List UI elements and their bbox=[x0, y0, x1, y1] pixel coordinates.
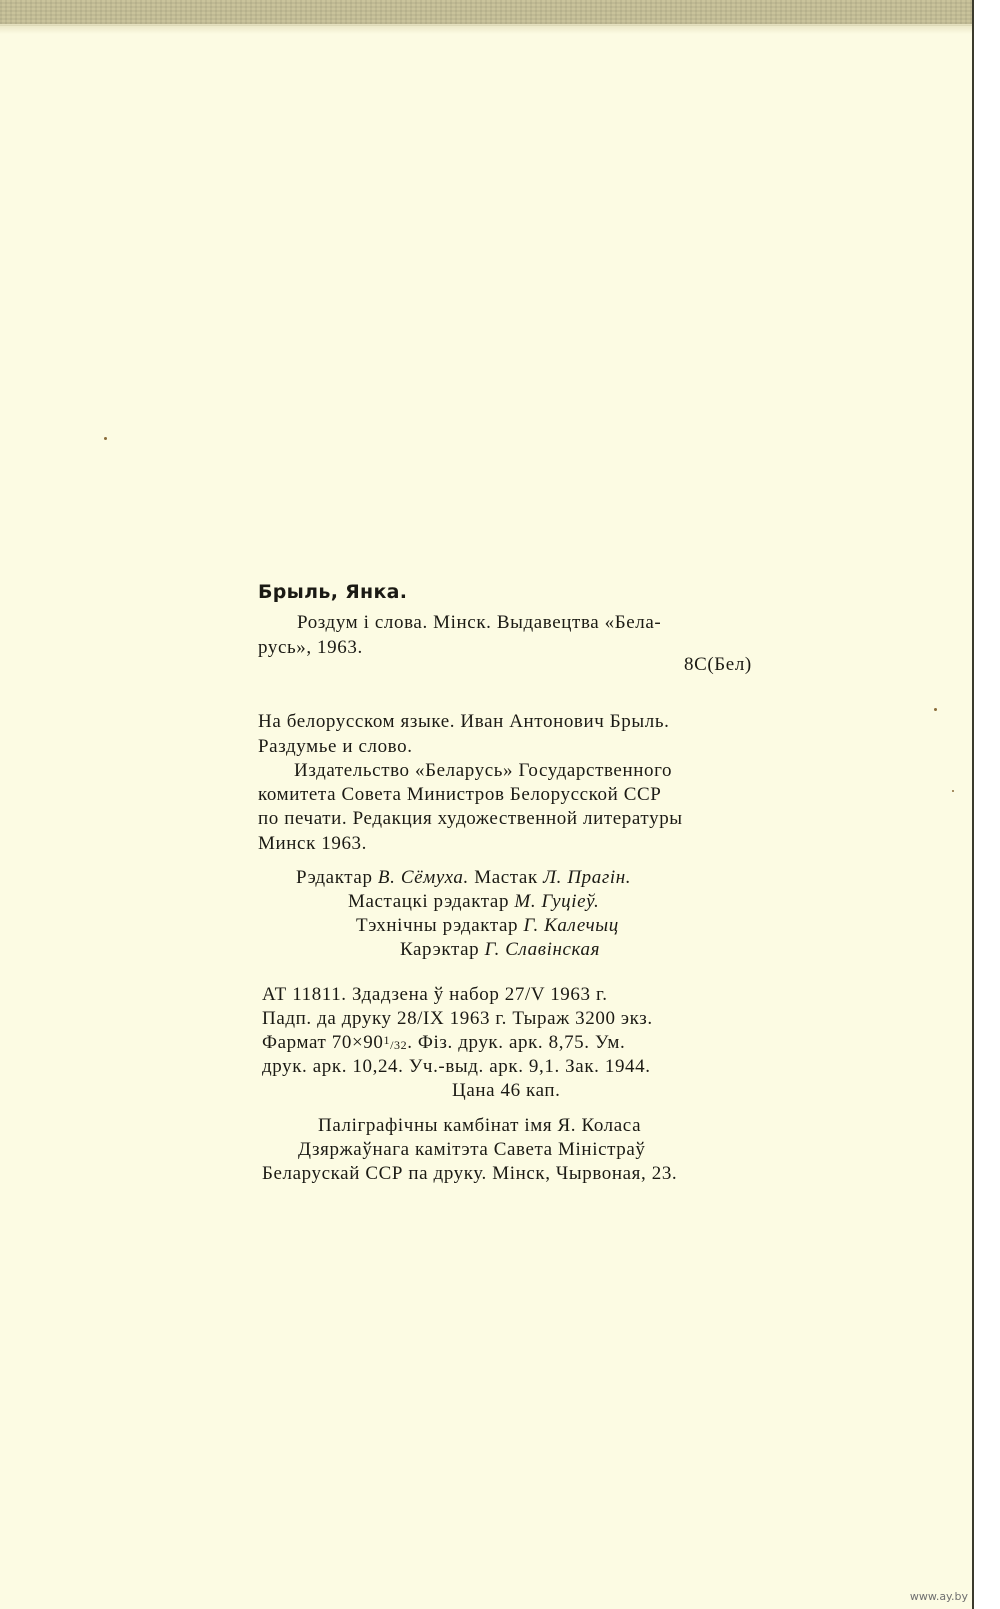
credit-person: Л. Прагін. bbox=[543, 867, 632, 888]
credit-label: Мастацкі рэдактар bbox=[348, 891, 510, 912]
scan-margin bbox=[974, 0, 1000, 1609]
printer-line: Паліграфічны камбінат імя Я. Коласа bbox=[318, 1115, 642, 1136]
printer-line: Беларускай ССР па друку. Мінск, Чырвоная, 23. bbox=[262, 1163, 678, 1184]
edge-shadow bbox=[0, 24, 1000, 34]
price: Цана 46 кап. bbox=[452, 1080, 561, 1101]
format-text: . Фіз. друк. арк. 8,75. Ум. bbox=[407, 1032, 626, 1053]
russian-note-line: Раздумье и слово. bbox=[258, 736, 413, 757]
cover-cloth-edge bbox=[0, 0, 1000, 26]
author-name: Брыль, Янка. bbox=[258, 581, 408, 603]
credit-label: Мастак bbox=[474, 867, 538, 888]
format-fraction-numerator: 1 bbox=[383, 1033, 391, 1047]
russian-note-line: по печати. Редакция художественной литературы bbox=[258, 808, 683, 829]
book-title-line: русь», 1963. bbox=[258, 637, 363, 658]
classification-code: 8С(Бел) bbox=[684, 654, 752, 675]
credit-person: В. Сёмуха. bbox=[377, 867, 469, 888]
credit-label: Рэдактар bbox=[296, 867, 373, 888]
russian-note-line: комитета Совета Министров Белорусской ССР bbox=[258, 784, 662, 805]
format-fraction-denominator: /32 bbox=[390, 1038, 408, 1052]
credit-art-editor bbox=[348, 892, 599, 911]
print-info-line: Падп. да друку 28/IX 1963 г. Тыраж 3200 экз. bbox=[262, 1008, 653, 1029]
print-info-line: АТ 11811. Здадзена ў набор 27/V 1963 г. bbox=[262, 984, 608, 1005]
credit-label: Тэхнічны рэдактар bbox=[356, 915, 519, 936]
credit-person: Г. Славінская bbox=[484, 939, 601, 960]
credit-label: Карэктар bbox=[400, 939, 480, 960]
credit-person: М. Гуціеў. bbox=[514, 891, 600, 912]
credit-editor bbox=[296, 868, 631, 887]
book-title-line: Роздум і слова. Мінск. Выдавецтва «Бела- bbox=[297, 612, 662, 633]
credit-proofreader bbox=[400, 940, 600, 959]
russian-note-line: Издательство «Беларусь» Государственного bbox=[294, 760, 673, 781]
printer-line: Дзяржаўнага камітэта Савета Міністраў bbox=[298, 1139, 646, 1160]
russian-note-line: На белорусском языке. Иван Антонович Брыль. bbox=[258, 711, 670, 732]
print-info-format bbox=[262, 1033, 625, 1052]
paper-speck bbox=[952, 790, 954, 792]
paper-speck bbox=[104, 437, 107, 440]
russian-note-line: Минск 1963. bbox=[258, 833, 367, 854]
credit-person: Г. Калечыц bbox=[523, 915, 619, 936]
print-info-line: друк. арк. 10,24. Уч.-выд. арк. 9,1. Зак. 1944. bbox=[262, 1056, 651, 1077]
watermark: www.ay.by bbox=[909, 1590, 968, 1603]
format-text: Фармат 70×90 bbox=[262, 1032, 384, 1053]
paper-speck bbox=[934, 708, 937, 711]
credit-tech-editor bbox=[356, 916, 619, 935]
